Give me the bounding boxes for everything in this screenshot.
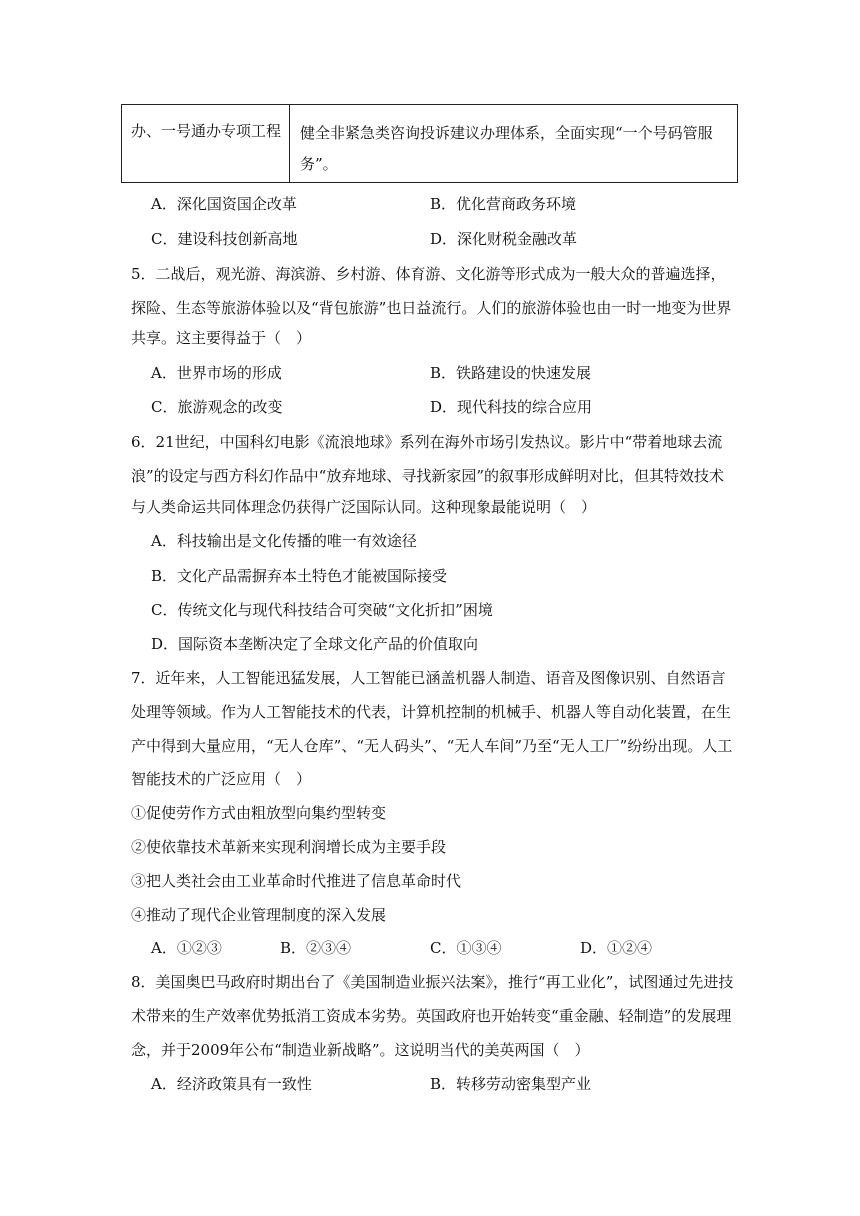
q5-stem-line: 共享。这主要得益于（ ） — [131, 329, 312, 347]
q7-stem-line: 7．近年来，人工智能迅猛发展，人工智能已涵盖机器人制造、语音及图像识别、自然语言 — [131, 669, 726, 687]
q7-stem-line: 产中得到大量应用，“无人仓库”、“无人码头”、“无人车间”乃至“无人工厂”纷纷出现。人工 — [131, 737, 733, 755]
q5-option-a[interactable]: A．世界市场的形成 — [151, 364, 282, 382]
table-divider — [289, 105, 290, 182]
q4-option-a[interactable]: A．深化国资国企改革 — [151, 195, 297, 213]
q8-stem-line: 8．美国奥巴马政府时期出台了《美国制造业振兴法案》，推行“再工业化”，试图通过先进技 — [131, 973, 734, 991]
q5-option-b[interactable]: B．铁路建设的快速发展 — [430, 364, 592, 382]
q5-stem-line: 5．二战后，观光游、海滨游、乡村游、体育游、文化游等形式成为一般大众的普遍选择， — [131, 265, 726, 283]
q7-item: ②使依靠技术革新来实现利润增长成为主要手段 — [131, 838, 447, 856]
q4-option-c[interactable]: C．建设科技创新高地 — [151, 230, 298, 248]
q6-option-c[interactable]: C．传统文化与现代科技结合可突破“文化折扣”困境 — [151, 601, 493, 619]
q7-item: ④推动了现代企业管理制度的深入发展 — [131, 906, 387, 924]
q5-option-d[interactable]: D．现代科技的综合应用 — [430, 398, 593, 416]
q7-option-a[interactable]: A．①②③ — [151, 939, 222, 957]
policy-table — [121, 104, 738, 183]
q6-stem-line: 6．21世纪，中国科幻电影《流浪地球》系列在海外市场引发热议。影片中“带着地球去流 — [131, 433, 723, 451]
q7-option-d[interactable]: D．①②④ — [580, 939, 653, 957]
q6-option-b[interactable]: B．文化产品需摒弃本土特色才能被国际接受 — [151, 567, 448, 585]
q8-stem-line: 术带来的生产效率优势抵消工资成本劣势。英国政府也开始转变“重金融、轻制造”的发展理 — [131, 1007, 732, 1025]
q6-stem-line: 浪”的设定与西方科幻作品中“放弃地球、寻找新家园”的叙事形成鲜明对比，但其特效技术 — [131, 467, 725, 485]
q6-option-a[interactable]: A．科技输出是文化传播的唯一有效途径 — [151, 532, 417, 550]
q8-stem-line: 念，并于2009年公布“制造业新战略”。这说明当代的美英两国（ ） — [131, 1041, 590, 1059]
table-cell-left: 办、一号通办专项工程 — [131, 122, 282, 140]
q8-option-a[interactable]: A．经济政策具有一致性 — [151, 1075, 312, 1093]
q4-option-b[interactable]: B．优化营商政务环境 — [430, 195, 577, 213]
q8-option-b[interactable]: B．转移劳动密集型产业 — [430, 1075, 592, 1093]
q6-option-d[interactable]: D．国际资本垄断决定了全球文化产品的价值取向 — [151, 635, 479, 653]
q4-option-d[interactable]: D．深化财税金融改革 — [430, 230, 578, 248]
q7-stem-line: 智能技术的广泛应用（ ） — [131, 770, 312, 788]
q6-stem-line: 与人类命运共同体理念仍获得广泛国际认同。这种现象最能说明（ ） — [131, 498, 597, 516]
q7-item: ③把人类社会由工业革命时代推进了信息革命时代 — [131, 872, 462, 890]
q5-stem-line: 探险、生态等旅游体验以及“背包旅游”也日益流行。人们的旅游体验也由一时一地变为世界 — [131, 299, 732, 317]
q7-stem-line: 处理等领域。作为人工智能技术的代表，计算机控制的机械手、机器人等自动化装置，在生 — [131, 703, 732, 721]
q7-item: ①促使劳作方式由粗放型向集约型转变 — [131, 804, 387, 822]
table-cell-right: 健全非紧急类咨询投诉建议办理体系，全面实现“一个号码管服务”。 — [300, 124, 713, 173]
q7-option-c[interactable]: C．①③④ — [430, 939, 502, 957]
q5-option-c[interactable]: C．旅游观念的改变 — [151, 398, 283, 416]
q7-option-b[interactable]: B．②③④ — [280, 939, 352, 957]
